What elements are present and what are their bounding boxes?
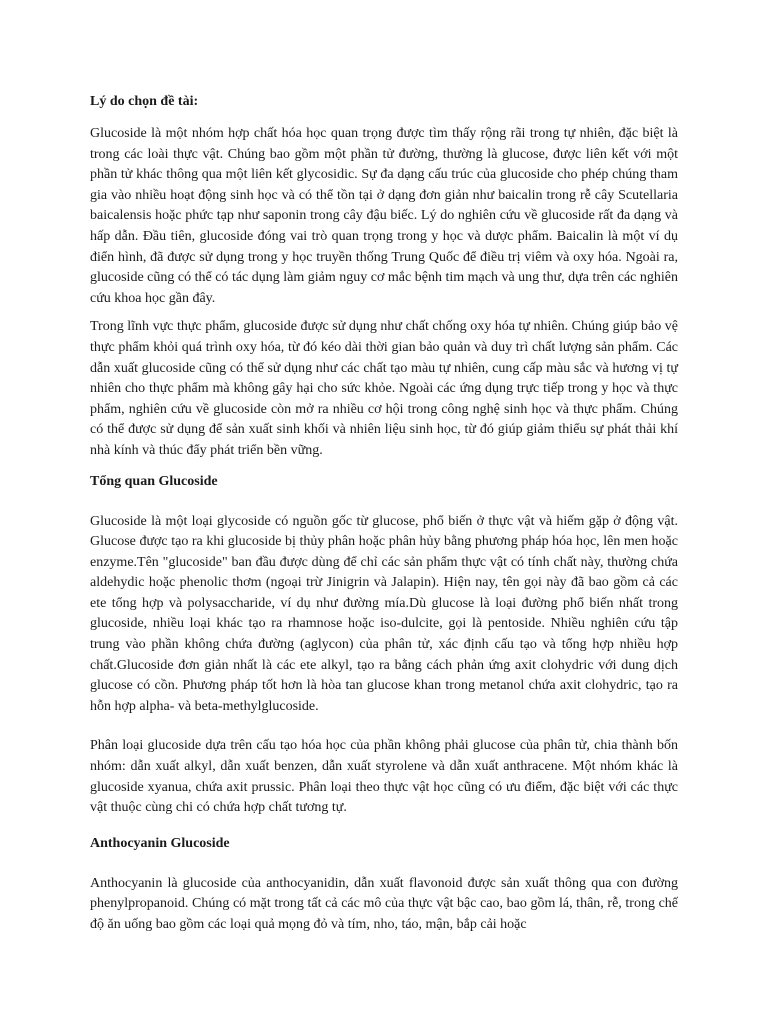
document-body	[90, 92, 678, 936]
paragraph-reason-2: Trong lĩnh vực thực phẩm, glucoside được sử dụng như chất chống oxy hóa tự nhiên. Chúng giúp bảo vệ thực phẩm khỏi quá trình oxy hóa, từ đó kéo dài thời gian bảo quản và duy trì chất lượng sản phẩm. Các dẫn xuất glucoside cũng có thể sử dụng như các chất tạo màu tự nhiên, cung cấp màu sắc và hương vị tự nhiên cho thực phẩm mà không gây hại cho sức khỏe. Ngoài các ứng dụng trực tiếp trong y học và thực phẩm, nghiên cứu về glucoside còn mở ra nhiều cơ hội trong công nghệ sinh học và thực phẩm. Chúng có thể được sử dụng để sản xuất sinh khối và nhiên liệu sinh học, từ đó giúp giảm thiểu sự phát thải khí nhà kính và thúc đẩy phát triển bền vững.	[90, 319, 678, 458]
paragraph-reason-1: Glucoside là một nhóm hợp chất hóa học quan trọng được tìm thấy rộng rãi trong tự nhiên, đặc biệt là trong các loài thực vật. Chúng bao gồm một phần tử đường, thường là glucose, được liên kết với một phần tử khác thông qua một liên kết glycosidic. Sự đa dạng cấu trúc của glucoside cho phép chúng tham gia vào nhiều hoạt động sinh học và có thể tồn tại ở dạng đơn giản như baicalin trong rễ cây Scutellaria baicalensis hoặc phức tạp như saponin trong cây đậu biếc. Lý do nghiên cứu về glucoside rất đa dạng và hấp dẫn. Đầu tiên, glucoside đóng vai trò quan trọng trong y học và dược phẩm. Baicalin là một ví dụ điển hình, đã được sử dụng trong y học truyền thống Trung Quốc để điều trị viêm và oxy hóa. Ngoài ra, glucoside cũng có thể có tác dụng làm giảm nguy cơ mắc bệnh tim mạch và ung thư, dựa trên các nghiên cứu khoa học gần đây.	[90, 126, 678, 306]
section-heading-anthocyanin: Anthocyanin Glucoside	[90, 835, 230, 851]
paragraph-anthocyanin-clip	[90, 874, 678, 936]
paragraph-anthocyanin-1: Anthocyanin là glucoside của anthocyanidin, dẫn xuất flavonoid được sản xuất thông qua con đường phenylpropanoid. Chúng có mặt trong tất cả các mô của thực vật bậc cao, bao gồm lá, thân, rễ, trong chế độ ăn uống bao gồm các loại quả mọng đỏ và tím, nho, táo, mận, bắp cải hoặc	[90, 875, 678, 932]
section-heading-overview: Tổng quan Glucoside	[90, 473, 218, 489]
paragraph-overview-1: Glucoside là một loại glycoside có nguồn gốc từ glucose, phổ biến ở thực vật và hiếm gặp ở động vật. Glucose được tạo ra khi glucoside bị thủy phân hoặc phân hủy bằng phương pháp hóa học, lên men hoặc enzyme.Tên "glucoside" ban đầu được dùng để chỉ các sản phẩm thực vật có tính chất này, thường chứa aldehydic hoặc phenolic thơm (ngoại trừ Jinigrin và Jalapin). Hiện nay, tên gọi này đã bao gồm cả các ete tổng hợp và polysaccharide, ví dụ như đường mía.Dù glucose là loại đường phổ biến nhất trong glucoside, nhiều loại khác tạo ra rhamnose hoặc iso-dulcite, gọi là pentoside. Nhiều nghiên cứu tập trung vào phần không chứa đường (aglycon) của phân tử, xác định cấu tạo và tổng hợp nhiều hợp chất.Glucoside đơn giản nhất là các ete alkyl, tạo ra bằng cách phản ứng axit clohydric với dung dịch glucose có cồn. Phương pháp tốt hơn là hòa tan glucose khan trong metanol chứa axit clohydric, tạo ra hỗn hợp alpha- và beta-methylglucoside.	[90, 513, 678, 714]
section-heading-reason: Lý do chọn đề tài:	[90, 94, 199, 109]
paragraph-overview-2: Phân loại glucoside dựa trên cấu tạo hóa học của phần không phải glucose của phân tử, chia thành bốn nhóm: dẫn xuất alkyl, dẫn xuất benzen, dẫn xuất styrolene và dẫn xuất anthracene. Một nhóm khác là glucoside xyanua, chứa axit prussic. Phân loại theo thực vật học cũng có ưu điểm, đặc biệt với các thực vật thuộc cùng chi có chứa hợp chất tương tự.	[90, 738, 678, 816]
